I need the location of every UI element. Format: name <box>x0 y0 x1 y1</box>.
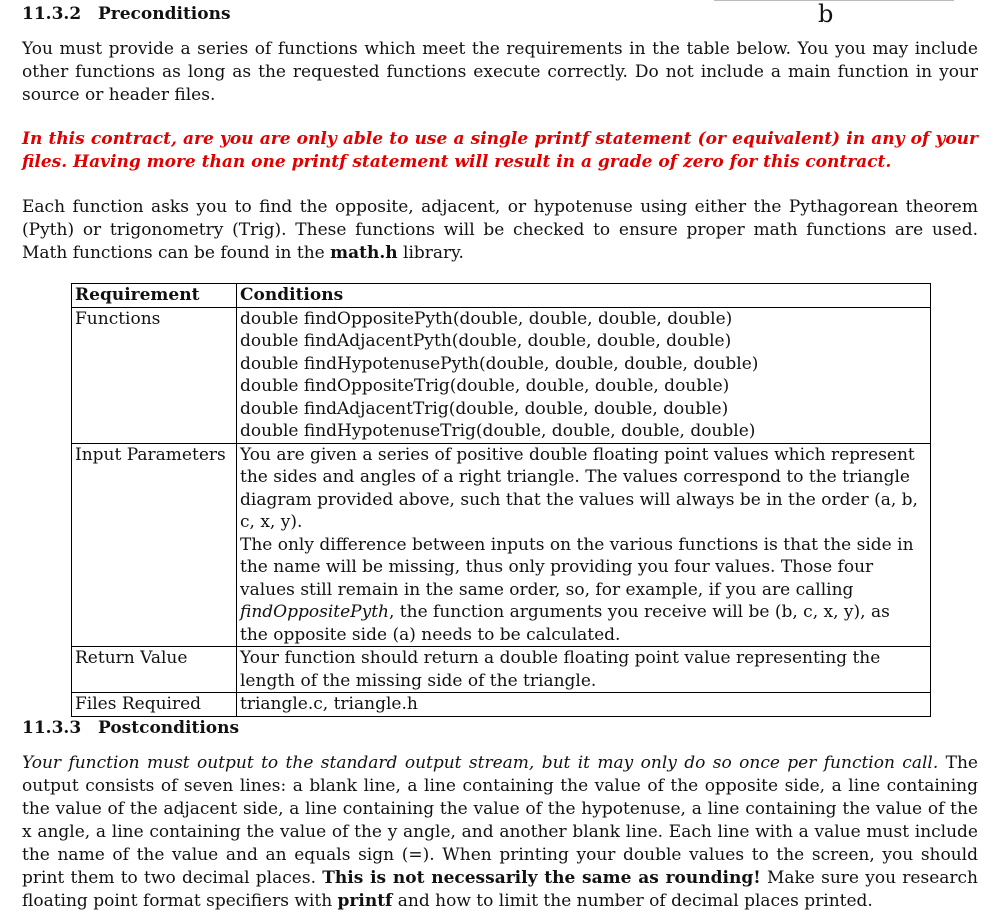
table-row-return-value <box>72 647 931 693</box>
functions-paragraph <box>22 196 978 265</box>
files-required-text: triangle.c, triangle.h <box>237 693 931 717</box>
table-row-input-parameters <box>72 443 931 647</box>
functions-paragraph-tail: library. <box>397 243 464 263</box>
function-signature: double findOppositeTrig(double, double, double, double) <box>240 376 730 396</box>
post-text-2: Make sure you research floating point format specifiers with <box>22 868 978 911</box>
function-signature: double findHypotenuseTrig(double, double, double, double) <box>240 421 756 441</box>
input-parameters-text <box>237 443 931 647</box>
postconditions-paragraph <box>22 752 978 913</box>
post-bold-warning: This is not necessarily the same as rounding! <box>322 868 761 888</box>
header-conditions: Conditions <box>237 284 931 308</box>
function-signature: double findAdjacentTrig(double, double, double, double) <box>240 398 729 419</box>
label-files-required: Files Required <box>72 693 237 717</box>
label-functions: Functions <box>72 307 237 443</box>
section-heading-preconditions <box>22 4 231 24</box>
printf-keyword: printf <box>337 891 393 911</box>
function-signature: double findOppositePyth(double, double, double, double) <box>240 308 733 329</box>
input-part2: The only difference between inputs on the various functions is that the side in the name will be missing, thus only providing you four values. Those four values still remain in the same order, so, for example, if you are calling <box>240 534 914 600</box>
function-name-italic: findOppositePyth <box>240 602 389 622</box>
input-part2-tail: , the function arguments you receive will be (b, c, x, y), as the opposite side (a) needs to be calculated. <box>240 602 890 645</box>
label-input-parameters: Input Parameters <box>72 443 237 647</box>
intro-paragraph: You must provide a series of functions which meet the requirements in the table below. You you may include other functions as long as the requested functions execute correctly. Do not include a main function in your source or header files. <box>22 39 978 105</box>
printf-warning: In this contract, are you are only able to use a single printf statement (or equivalent) in any of your files. Having more than one printf statement will result in a grade of zero for this contract. <box>22 129 978 172</box>
header-requirement: Requirement <box>72 284 237 308</box>
post-italic-text: Your function must output to the standard output stream, but it may only do so once per function call. <box>22 753 939 773</box>
post-text-3: and how to limit the number of decimal places printed. <box>392 891 873 911</box>
section-number: 11.3.3 <box>22 718 82 738</box>
top-divider-line <box>714 0 954 1</box>
table-row-functions <box>72 307 931 443</box>
section-number: 11.3.2 <box>22 4 82 24</box>
input-part1: You are given a series of positive double floating point values which represent the sides and angles of a right triangle. The values correspond to the triangle diagram provided above, such that the values will always be in the order (a, b, c, x, y). <box>240 444 918 532</box>
post-text: The output consists of seven lines: a blank line, a line containing the value of the opposite side, a line containing the value of the adjacent side, a line containing the value of the hypotenuse, a line containing the value of the x angle, a line containing the value of the y angle, and another blank line. Each line with a value must include the name of the value and an equals sign (=). When printing your double values to the screen, you should print them to two decimal places. <box>22 753 978 888</box>
top-right-letter: b <box>818 0 834 28</box>
section-heading-postconditions <box>22 718 239 738</box>
math-lib-name: math.h <box>330 243 398 263</box>
section-title: Postconditions <box>98 718 240 738</box>
requirements-table <box>71 283 931 717</box>
function-signature: double findHypotenusePyth(double, double, double, double) <box>240 353 759 374</box>
functions-list <box>237 307 931 443</box>
functions-paragraph-text: Each function asks you to find the opposite, adjacent, or hypotenuse using either the Pythagorean theorem (Pyth) or trigonometry (Trig). These functions will be checked to ensure proper math functions are used. Math functions can be found in the <box>22 197 978 263</box>
section-title: Preconditions <box>98 4 231 24</box>
table-header-row <box>72 284 931 308</box>
function-signature: double findAdjacentPyth(double, double, double, double) <box>240 331 732 351</box>
return-value-text: Your function should return a double floating point value representing the length of the missing side of the triangle. <box>237 647 931 693</box>
label-return-value: Return Value <box>72 647 237 693</box>
table-row-files-required <box>72 693 931 717</box>
